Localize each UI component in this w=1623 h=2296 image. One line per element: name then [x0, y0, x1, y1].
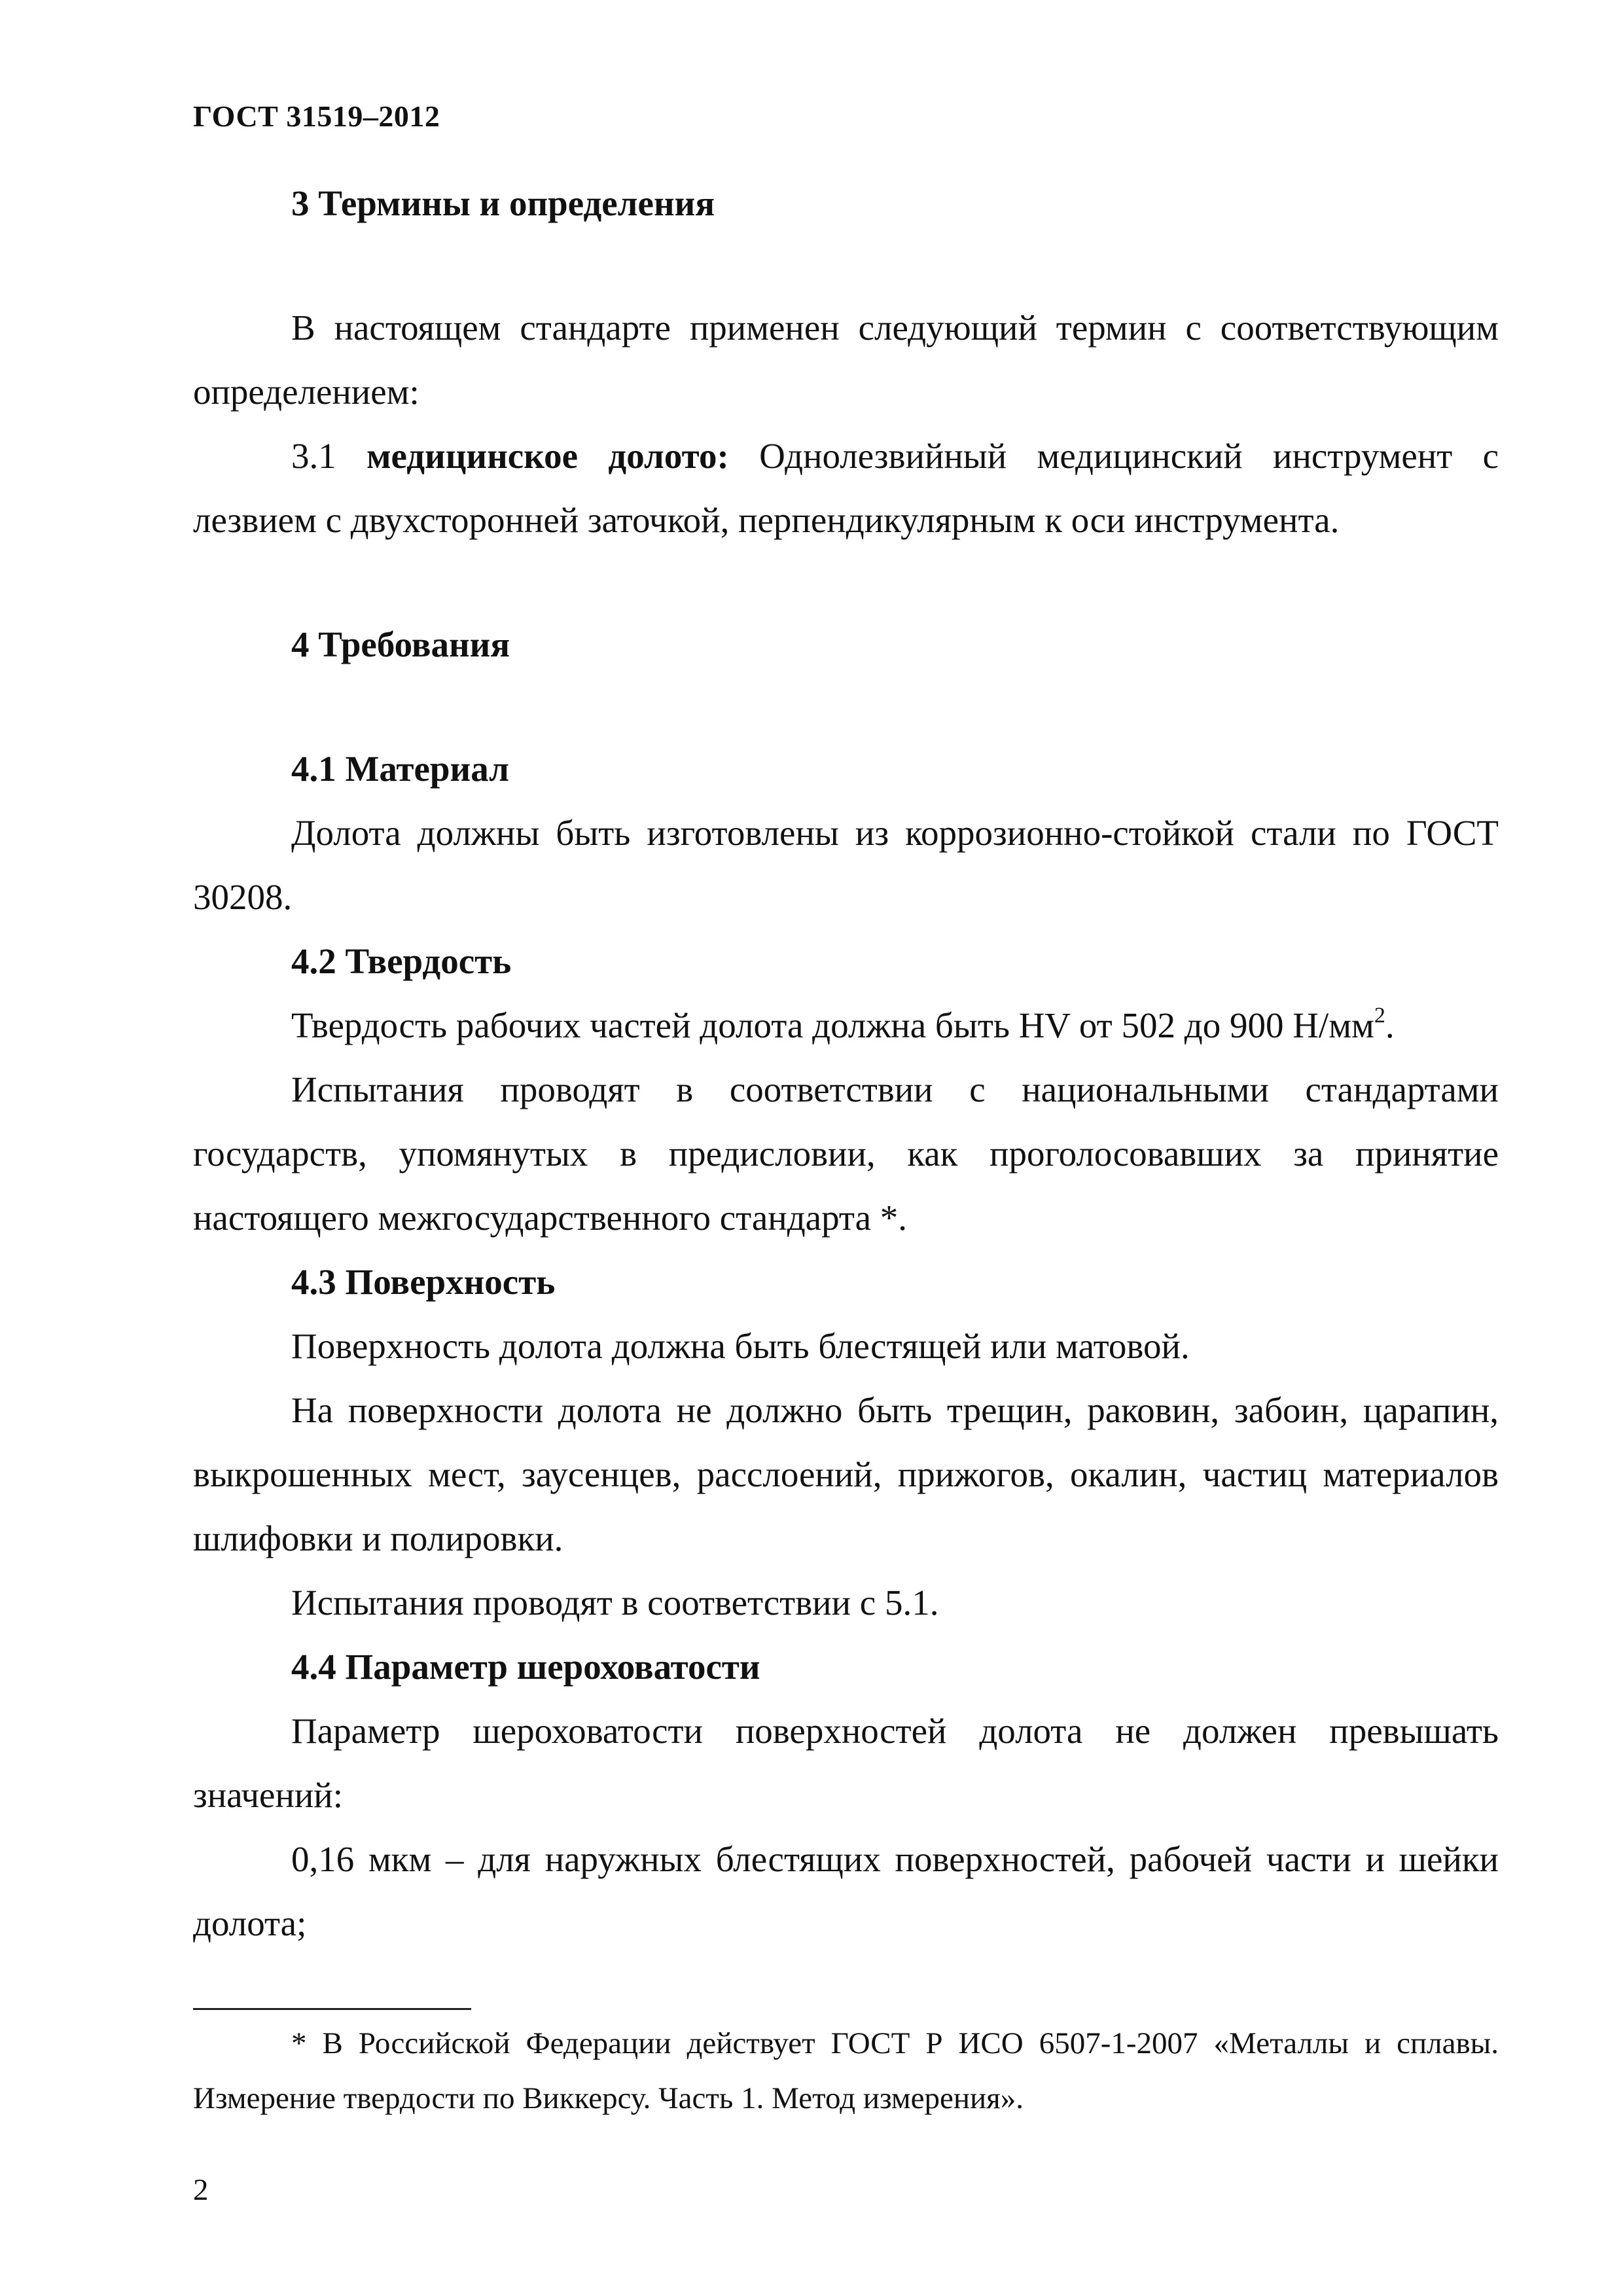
section-4-4-title: 4.4 Параметр шероховатости: [291, 1647, 760, 1687]
section-4-3-title: 4.3 Поверхность: [291, 1262, 556, 1302]
section-3-title: 3 Термины и определения: [291, 183, 715, 223]
section-4-title: 4 Требования: [291, 624, 510, 664]
section-4-1-text: Долота должны быть изготовлены из коррозионно-стойкой стали по ГОСТ 30208.: [193, 813, 1499, 917]
hardness-text: Твердость рабочих частей долота должна быть HV от 502 до 900 Н/мм: [291, 1005, 1374, 1045]
definition-3-1: [193, 424, 1499, 552]
section-4-3-text3: Испытания проводят в соответствии с 5.1.: [291, 1583, 939, 1623]
section-4-3-text2: На поверхности долота не должно быть трещин, раковин, забоин, царапин, выкрошенных мест, заусенцев, расслоений, прижогов, окалин, частиц материалов шлифовки и полировки.: [193, 1390, 1499, 1558]
definition-term: медицинское долото:: [366, 436, 729, 476]
section-4-4-text2: 0,16 мкм – для наружных блестящих поверхностей, рабочей части и шейки долота;: [193, 1839, 1499, 1943]
section-4-2-text2: Испытания проводят в соответствии с национальными стандартами государств, упомянутых в предисловии, как проголосовавших за принятие настоящего межгосударственного стандарта *.: [193, 1069, 1499, 1238]
unit-superscript: 2: [1374, 1003, 1385, 1028]
definition-text: Однолезвийный медицинский инструмент с лезвием с двухсторонней заточкой, перпендикулярным к оси инструмента.: [193, 436, 1499, 540]
section-4-4-text1: Параметр шероховатости поверхностей долота не должен превышать значений:: [193, 1711, 1499, 1815]
hardness-text-end: .: [1385, 1005, 1395, 1045]
document-header: ГОСТ 31519–2012: [193, 99, 440, 133]
definition-number: 3.1: [291, 436, 367, 476]
section-4-3-text1: Поверхность долота должна быть блестящей или матовой.: [291, 1326, 1190, 1366]
page-number: 2: [193, 2173, 209, 2207]
section-3-intro: В настоящем стандарте применен следующий термин с соответствующим определением:: [193, 308, 1499, 412]
section-4-2-title: 4.2 Твердость: [291, 941, 512, 981]
footnote: * В Российской Федерации действует ГОСТ Р ИСО 6507-1-2007 «Металлы и сплавы. Измерение твердости по Виккерсу. Часть 1. Метод измерения».: [193, 2026, 1499, 2115]
section-4-1-title: 4.1 Материал: [291, 749, 510, 789]
footnote-divider: [193, 2008, 471, 2010]
document-body: [193, 171, 1499, 1956]
section-4-2-text: [193, 994, 1499, 1058]
